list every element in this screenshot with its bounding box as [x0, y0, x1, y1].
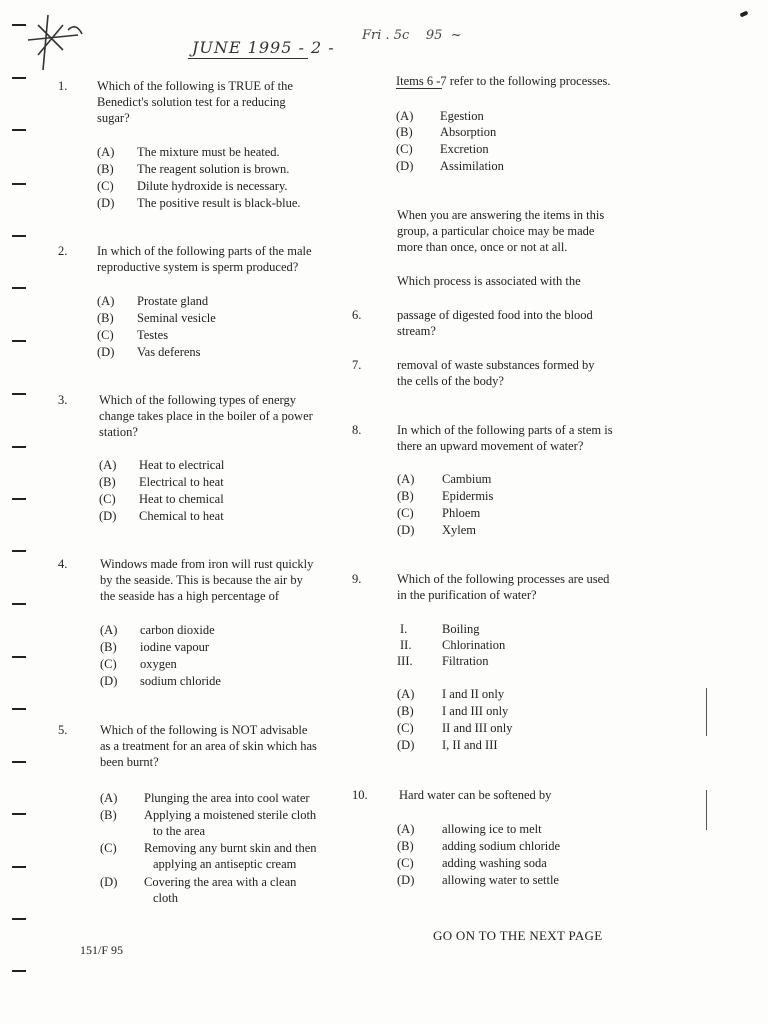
option-text: adding sodium chloride	[442, 839, 561, 853]
option-label: (A)	[397, 472, 415, 486]
option-text: Electrical to heat	[139, 475, 224, 489]
option-d	[99, 508, 224, 524]
option-label: (D)	[100, 875, 118, 889]
option-text: Heat to chemical	[139, 492, 224, 506]
next-page-label: GO ON TO THE NEXT PAGE	[433, 928, 603, 943]
option-text: oxygen	[140, 657, 177, 671]
option-text: Covering the area with a clean	[144, 875, 297, 889]
instruction-line: group, a particular choice may be made	[397, 224, 595, 238]
margin-tick	[12, 235, 26, 237]
option-label: (D)	[99, 509, 117, 523]
statement-text: Boiling	[442, 622, 480, 636]
option-d	[397, 522, 476, 538]
option-text: The reagent solution is brown.	[137, 162, 290, 176]
margin-tick	[12, 813, 26, 815]
option-b	[397, 488, 493, 504]
option-label: (D)	[397, 523, 415, 537]
option-a	[99, 457, 224, 473]
option-text: Cambium	[442, 472, 492, 486]
option-b	[397, 838, 560, 854]
option-label: (D)	[97, 345, 115, 359]
statement-label: III.	[397, 654, 413, 668]
statement-text: Filtration	[442, 654, 489, 668]
option-continuation: cloth	[153, 891, 178, 905]
option-a	[397, 471, 491, 487]
option-d	[97, 195, 301, 211]
option-label: (D)	[397, 738, 415, 752]
paper-code: 151/F 95	[80, 943, 124, 957]
option-label: (B)	[397, 704, 414, 718]
option-d	[100, 673, 221, 689]
statement-ii	[400, 637, 505, 653]
header-underline	[188, 58, 308, 59]
question-number: 9.	[352, 572, 362, 586]
stem-line: Benedict's solution test for a reducing	[97, 95, 286, 109]
stem-line: there an upward movement of water?	[397, 439, 584, 453]
option-label: (D)	[396, 159, 414, 173]
stem-line: Windows made from iron will rust quickly	[100, 557, 314, 571]
question-stem	[100, 556, 313, 604]
items-intro: Items 6 -7 refer to the following processes.	[396, 74, 611, 88]
option-text: adding washing soda	[442, 856, 547, 870]
option-text: Removing any burnt skin and then	[144, 841, 317, 855]
option-label: (B)	[397, 839, 414, 853]
corner-scribble-icon	[18, 10, 98, 80]
option-label: (C)	[97, 328, 114, 342]
margin-tick	[12, 183, 26, 185]
option-text: allowing water to settle	[442, 873, 559, 887]
process-c	[396, 141, 489, 157]
question-stem	[99, 392, 313, 440]
stem-line: Which of the following processes are used	[397, 572, 610, 586]
margin-tick	[12, 446, 26, 448]
option-text: Dilute hydroxide is necessary.	[137, 179, 288, 193]
option-a	[397, 821, 542, 837]
option-text: I and III only	[442, 704, 509, 718]
option-label: (B)	[97, 162, 114, 176]
margin-tick	[12, 393, 26, 395]
option-text: I, II and III	[442, 738, 498, 752]
stem-line: In which of the following parts of the male	[97, 244, 312, 258]
option-label: (A)	[100, 791, 118, 805]
option-c	[397, 855, 547, 871]
option-text: Testes	[137, 328, 169, 342]
option-text: Vas deferens	[137, 345, 201, 359]
question-number: 4.	[58, 557, 68, 571]
option-label: (A)	[396, 109, 414, 123]
stem-line: by the seaside. This is because the air by	[100, 573, 303, 587]
option-label: (C)	[397, 856, 414, 870]
option-b	[397, 703, 508, 719]
option-text: I and II only	[442, 687, 505, 701]
question-stem	[100, 722, 317, 770]
option-text: sodium chloride	[140, 674, 221, 688]
option-label: (A)	[100, 623, 118, 637]
option-text: Prostate gland	[137, 294, 209, 308]
statement-iii	[397, 653, 489, 669]
option-text: Epidermis	[442, 489, 494, 503]
option-label: (A)	[99, 458, 117, 472]
stem-line: change takes place in the boiler of a power	[99, 409, 313, 423]
option-label: (D)	[97, 196, 115, 210]
option-label: (C)	[396, 142, 413, 156]
question-stem	[397, 307, 593, 339]
group-instruction	[397, 207, 604, 255]
option-text: The mixture must be heated.	[137, 145, 280, 159]
question-number: 1.	[58, 79, 68, 93]
option-text: Xylem	[442, 523, 477, 537]
option-text: Egestion	[440, 109, 484, 123]
header-title: JUNE 1995 - 2 -	[192, 38, 335, 57]
option-c	[397, 720, 512, 736]
question-number: 7.	[352, 358, 362, 372]
option-a	[100, 622, 215, 638]
option-text: iodine vapour	[140, 640, 210, 654]
option-label: (D)	[100, 674, 118, 688]
option-label: (A)	[97, 294, 115, 308]
question-stem	[397, 357, 595, 389]
option-text: allowing ice to melt	[442, 822, 542, 836]
intro-underline	[396, 88, 442, 89]
option-label: (B)	[100, 640, 117, 654]
question-number: 8.	[352, 423, 362, 437]
margin-tick	[12, 129, 26, 131]
question-stem: Hard water can be softened by	[399, 788, 552, 802]
margin-tick	[12, 340, 26, 342]
option-label: (B)	[97, 311, 114, 325]
process-d	[396, 158, 504, 174]
option-label: (C)	[397, 721, 414, 735]
option-label: (D)	[397, 873, 415, 887]
margin-tick	[12, 498, 26, 500]
option-a	[397, 686, 504, 702]
option-c	[97, 178, 288, 194]
option-text: carbon dioxide	[140, 623, 215, 637]
process-b	[396, 124, 496, 140]
option-a	[97, 293, 208, 309]
option-b	[100, 639, 209, 655]
option-c	[397, 505, 480, 521]
stem-line: the cells of the body?	[397, 374, 504, 388]
option-label: (C)	[100, 657, 117, 671]
option-c	[100, 840, 317, 856]
option-label: (A)	[397, 687, 415, 701]
option-a	[100, 790, 310, 806]
margin-tick	[12, 77, 26, 79]
question-number: 2.	[58, 244, 68, 258]
stem-line: sugar?	[97, 111, 130, 125]
option-text: Phloem	[442, 506, 481, 520]
margin-tick	[12, 866, 26, 868]
stem-line: Which of the following is TRUE of the	[97, 79, 293, 93]
stem-line: in the purification of water?	[397, 588, 537, 602]
stem-line: In which of the following parts of a stem is	[397, 423, 613, 437]
option-continuation: to the area	[153, 824, 206, 838]
option-text: Plunging the area into cool water	[144, 791, 310, 805]
stem-line: been burnt?	[100, 755, 159, 769]
option-label: (C)	[97, 179, 114, 193]
option-text: Excretion	[440, 142, 489, 156]
margin-tick	[12, 970, 26, 972]
option-text: Applying a moistened sterile cloth	[144, 808, 317, 822]
option-d	[100, 874, 296, 890]
instruction-line: more than once, once or not at all.	[397, 240, 568, 254]
option-text: Assimilation	[440, 159, 504, 173]
instruction-line: When you are answering the items in this	[397, 208, 605, 222]
statement-i	[400, 621, 480, 637]
option-text: The positive result is black-blue.	[137, 196, 301, 210]
statement-label: II.	[400, 638, 412, 652]
option-label: (B)	[100, 808, 117, 822]
option-a	[97, 144, 280, 160]
question-number: 5.	[58, 723, 68, 737]
margin-tick	[12, 918, 26, 920]
question-stem	[397, 571, 609, 603]
option-label: (B)	[397, 489, 414, 503]
option-label: (C)	[99, 492, 116, 506]
option-text: Heat to electrical	[139, 458, 225, 472]
question-stem	[97, 78, 293, 126]
stem-line: as a treatment for an area of skin which has	[100, 739, 317, 753]
question-number: 10.	[352, 788, 368, 802]
corner-dot	[740, 10, 749, 17]
option-d	[397, 737, 498, 753]
stem-line: the seaside has a high percentage of	[100, 589, 280, 603]
option-c	[99, 491, 224, 507]
option-text: Chemical to heat	[139, 509, 224, 523]
question-stem	[97, 243, 312, 275]
stem-line: Which of the following is NOT advisable	[100, 723, 308, 737]
option-label: (A)	[397, 822, 415, 836]
option-b	[100, 807, 316, 823]
stem-line: passage of digested food into the blood	[397, 308, 593, 322]
stem-line: Which of the following types of energy	[99, 393, 296, 407]
question-number: 3.	[58, 393, 68, 407]
group-prompt: Which process is associated with the	[397, 274, 581, 288]
stem-line: removal of waste substances formed by	[397, 358, 595, 372]
option-label: (C)	[397, 506, 414, 520]
statement-text: Chlorination	[442, 638, 506, 652]
option-c	[97, 327, 168, 343]
option-label: (C)	[100, 841, 117, 855]
option-continuation: applying an antiseptic cream	[153, 857, 297, 871]
stem-line: stream?	[397, 324, 436, 338]
statement-label: I.	[400, 622, 408, 636]
option-b	[97, 161, 289, 177]
stem-line: reproductive system is sperm produced?	[97, 260, 299, 274]
option-label: (B)	[99, 475, 116, 489]
option-text: II and III only	[442, 721, 513, 735]
option-label: (A)	[97, 145, 115, 159]
margin-tick	[12, 656, 26, 658]
option-b	[99, 474, 224, 490]
margin-tick	[12, 603, 26, 605]
margin-tick	[12, 761, 26, 763]
margin-tick	[12, 708, 26, 710]
question-number: 6.	[352, 308, 362, 322]
option-c	[100, 656, 177, 672]
option-text: Absorption	[440, 125, 497, 139]
right-edge-mark	[706, 688, 707, 736]
margin-tick	[12, 287, 26, 289]
right-edge-mark	[706, 790, 707, 830]
option-text: Seminal vesicle	[137, 311, 216, 325]
margin-tick	[12, 550, 26, 552]
stem-line: station?	[99, 425, 138, 439]
margin-tick	[12, 24, 26, 26]
option-d	[397, 872, 559, 888]
option-b	[97, 310, 216, 326]
option-d	[97, 344, 201, 360]
process-a	[396, 108, 484, 124]
header-scribble: Fri . 5c 95 ~	[362, 28, 462, 43]
option-label: (B)	[396, 125, 413, 139]
question-stem	[397, 422, 613, 454]
